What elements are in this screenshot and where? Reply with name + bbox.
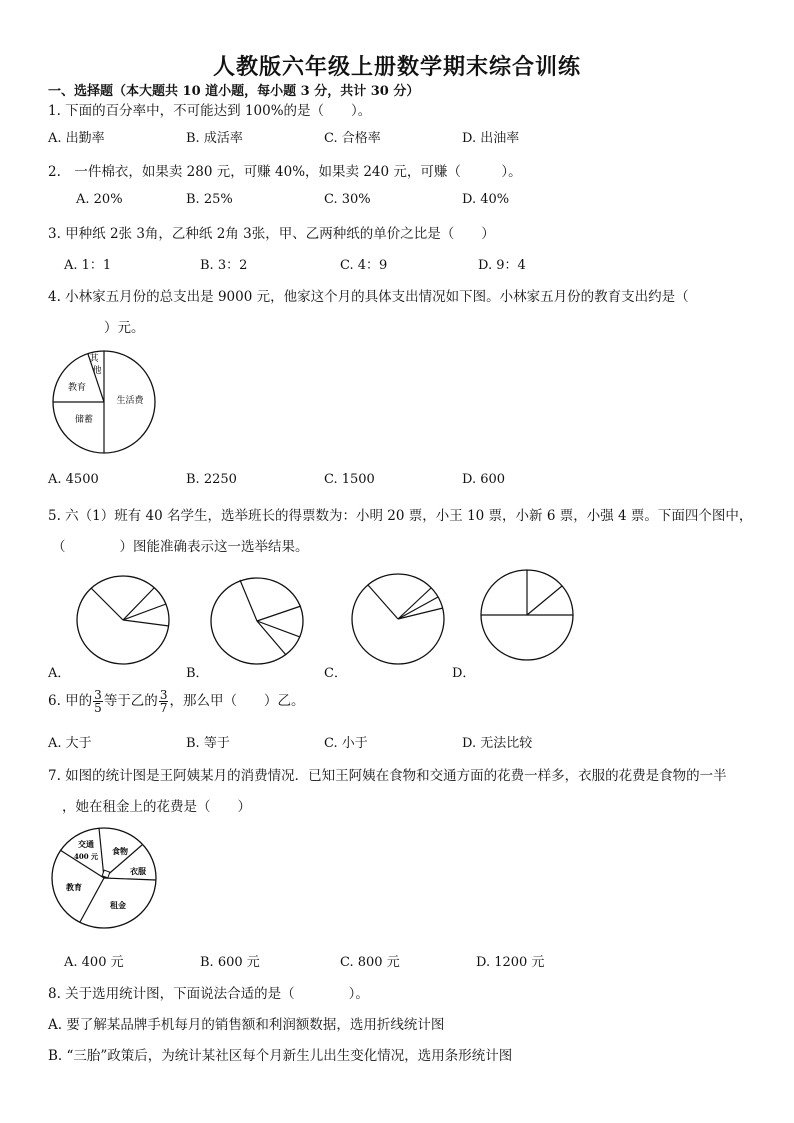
question-7: 7. 如图的统计图是王阿姨某月的消费情况．已知王阿姨在食物和交通方面的花费一样多，衣服的花费是食物的一半 [48,768,727,784]
q5-pie-b [208,576,308,668]
q4-label-ta: 他 [92,366,102,376]
q5-option-c: C． [324,666,347,681]
q5-option-a: A． [48,666,71,681]
q2-option-a: A. 20% [76,192,123,207]
q3-option-b: B. 3：2 [200,258,248,273]
q6-option-a: A. 大于 [48,736,92,751]
q6-option-b: B. 等于 [186,736,230,751]
q5-pie-a [74,574,174,666]
q7-label-education: 教育 [66,882,82,892]
q6-post: ，那么甲（ ）乙。 [169,693,305,709]
q2-option-b: B. 25% [186,192,233,207]
q4-label-living: 生活费 [116,396,144,406]
question-1: 1. 下面的百分率中，不可能达到 100%的是（ ）。 [48,103,372,119]
q1-option-d: D. 出油率 [462,131,520,146]
q3-option-d: D. 9：4 [478,258,526,273]
q4-option-b: B. 2250 [186,472,237,487]
q2-option-d: D. 40% [462,192,510,207]
question-4-cont: ）元。 [104,320,145,336]
question-5-cont: （ ）图能准确表示这一选举结果。 [52,539,309,555]
page-title: 人教版六年级上册数学期末综合训练 [212,54,581,80]
q5-option-b: B． [186,666,209,681]
question-4: 4. 小林家五月份的总支出是 9000 元，他家这个月的具体支出情况如下图。小林家五月份的教育支出约是（ [48,289,689,305]
q7-option-a: A. 400 元 [64,955,124,970]
q2-option-c: C. 30% [324,192,371,207]
q6-option-c: C. 小于 [324,736,368,751]
question-2: 2. 一件棉衣，如果卖 280 元，可赚 40%，如果卖 240 元，可赚（ ）。 [48,164,522,180]
q6-pre: 6. 甲的 [48,693,93,709]
q7-option-c: C. 800 元 [340,955,400,970]
q7-pie-chart [50,826,162,932]
question-8: 8. 关于选用统计图，下面说法合适的是（ ）。 [48,986,369,1002]
q1-option-b: B. 成活率 [186,131,243,146]
q4-label-education: 教育 [67,383,87,393]
q7-label-transport-amount: 400 元 [73,852,99,861]
q6-f2-den: 7 [159,701,168,715]
q4-pie-chart [50,348,162,456]
q4-option-d: D. 600 [462,472,506,487]
q4-option-c: C. 1500 [324,472,375,487]
q4-option-a: A. 4500 [48,472,99,487]
q5-pie-d [479,568,577,662]
q4-label-savings: 储蓄 [74,415,94,425]
q4-label-qi: 其 [89,354,99,364]
q6-f2-num: 3 [159,688,168,702]
question-6 [48,689,304,714]
q7-label-transport: 交通 [78,839,94,849]
q5-option-d: D． [452,666,476,681]
question-3: 3. 甲种纸 2张 3角，乙种纸 2角 3张，甲、乙两种纸的单价之比是（ ） [48,226,495,242]
q3-option-c: C. 4：9 [340,258,388,273]
q7-label-food: 食物 [112,846,128,856]
q1-option-c: C. 合格率 [324,131,381,146]
q3-option-a: A. 1：1 [64,258,112,273]
q6-fraction-2 [159,689,169,714]
q7-option-b: B. 600 元 [200,955,260,970]
q6-mid: 等于乙的 [103,693,158,709]
q8-option-b: B. “三胎”政策后，为统计某社区每个月新生儿出生变化情况，选用条形统计图 [48,1048,513,1064]
q1-option-a: A. 出勤率 [48,131,105,146]
q7-label-rent: 租金 [110,900,126,910]
q6-option-d: D. 无法比较 [462,736,533,751]
q8-option-a: A. 要了解某品牌手机每月的销售额和利润额数据，选用折线统计图 [48,1017,445,1033]
q5-pie-c [351,572,451,666]
q7-option-d: D. 1200 元 [476,955,545,970]
q6-fraction-1 [93,689,103,714]
section-heading: 一、选择题（本大题共 10 道小题，每小题 3 分，共计 30 分） [48,84,420,99]
question-7-cont: ，她在租金上的花费是（ ） [62,799,251,815]
q7-label-clothes: 衣服 [130,866,146,876]
q6-f1-num: 3 [94,688,102,702]
question-5: 5. 六（1）班有 40 名学生，选举班长的得票数为：小明 20 票，小王 10 票，小新 6 票，小强 4 票。下面四个图中， [48,508,753,524]
q6-f1-den: 5 [94,701,102,715]
